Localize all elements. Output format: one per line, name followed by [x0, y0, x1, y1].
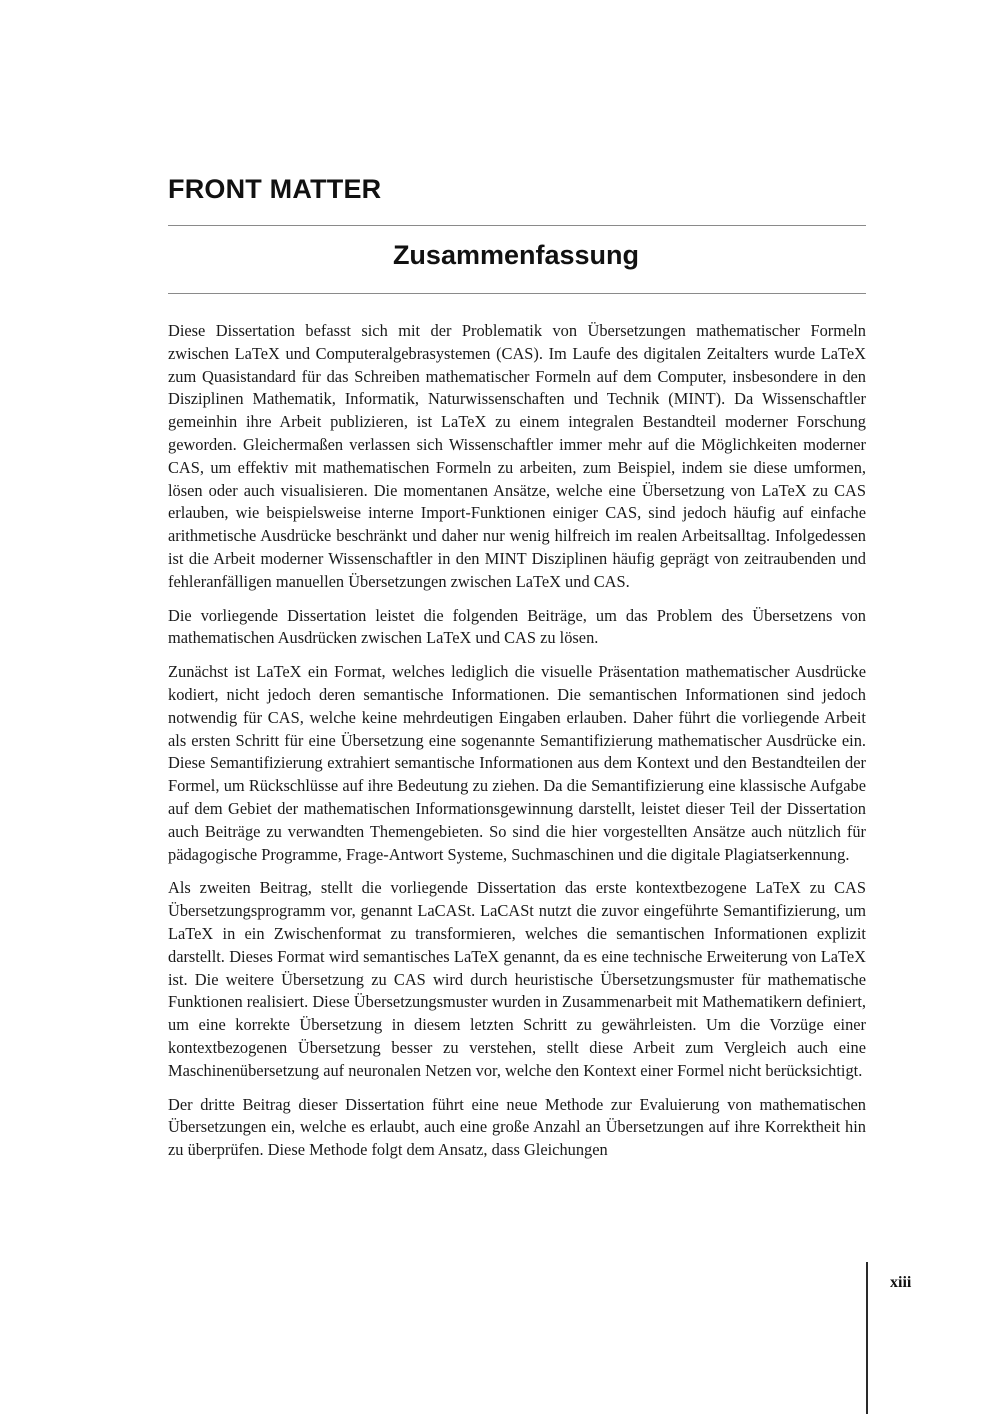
section-heading: FRONT MATTER	[168, 174, 382, 204]
paragraph: Der dritte Beitrag dieser Dissertation führt eine neue Methode zur Evaluierung von mathematischen Übersetzungen ein, welche es erlaubt, auch eine große Anzahl an Übersetzungen auf ihre Korrektheit hin zu überprüfen. Diese Methode folgt dem Ansatz, dass Gleichungen	[168, 1094, 866, 1160]
margin-bar	[866, 1262, 868, 1414]
paragraph: Diese Dissertation befasst sich mit der Problematik von Übersetzungen mathematischer Formeln zwischen LaTeX und Computeralgebrasystemen (CAS). Im Laufe des digitalen Zeitalters wurde LaTeX zum Quasistandard für das Schreiben mathematischer Formeln auf dem Computer, insbesondere in den Disziplinen Mathematik, Informatik, Naturwissenschaften und Technik (MINT). Da Wissenschaftler gemeinhin ihre Arbeit publizieren, ist LaTeX zu einem integralen Bestandteil moderner Forschung geworden. Gleichermaßen verlassen sich Wissenschaftler immer mehr auf die Möglichkeiten moderner CAS, um effektiv mit mathematischen Formeln zu arbeiten, zum Beispiel, indem sie diese umformen, lösen oder auch visualisieren. Die momentanen Ansätze, welche eine Übersetzung von LaTeX zu CAS erlauben, wie beispielsweise interne Import-Funktionen einiger CAS, sind jedoch häufig auf einfache arithmetische Ausdrücke beschränkt und daher nur wenig hilfreich im realen Arbeitsalltag. Infolgedessen ist die Arbeit moderner Wissenschaftler in den MINT Disziplinen häufig geprägt von zeitraubenden und fehleranfälligen manuellen Übersetzungen zwischen LaTeX und CAS.	[168, 321, 866, 591]
paragraph: Als zweiten Beitrag, stellt die vorliegende Dissertation das erste kontextbezogene LaTeX zu CAS Übersetzungsprogramm vor, genannt LaCASt. LaCASt nutzt die zuvor eingeführte Semantifizierung, um LaTeX in ein Zwischenformat zu transformieren, welches die semantischen Informationen explizit darstellt. Dieses Format wird semantisches LaTeX genannt, da es eine technische Erweiterung von LaTeX ist. Die weitere Übersetzung zu CAS wird durch heuristische Übersetzungsmuster für mathematische Funktionen realisiert. Diese Übersetzungsmuster wurden in Zusammenarbeit mit Mathematikern definiert, um eine korrekte Übersetzung in diesem letzten Schritt zu gewährleisten. Um die Vorzüge einer kontextbezogenen Übersetzung besser zu verstehen, stellt diese Arbeit zum Vergleich auch eine Maschinenübersetzung auf neuronalen Netzen vor, welche den Kontext einer Formel nicht berücksichtigt.	[168, 878, 866, 1080]
top-rule	[168, 225, 866, 226]
paragraph: Die vorliegende Dissertation leistet die folgenden Beiträge, um das Problem des Übersetzens von mathematischen Ausdrücken zwischen LaTeX und CAS zu lösen.	[168, 605, 866, 648]
bottom-rule	[168, 293, 866, 294]
paragraph: Zunächst ist LaTeX ein Format, welches lediglich die visuelle Präsentation mathematischer Ausdrücke kodiert, nicht jedoch deren semantische Informationen. Die semantischen Informationen sind jedoch notwendig für CAS, welche keine mehrdeutigen Eingaben erlauben. Daher führt die vorliegende Arbeit als ersten Schritt für eine Übersetzung eine sogenannte Semantifizierung mathematischer Ausdrücke ein. Diese Semantifizierung extrahiert semantische Informationen aus dem Kontext und den Bestandteilen der Formel, um Rückschlüsse auf ihre Bedeutung zu ziehen. Da die Semantifizierung eine klassische Aufgabe auf dem Gebiet der mathematischen Informationsgewinnung darstellt, leistet dieser Teil der Dissertation auch Beiträge zu verwandten Themengebieten. So sind die hier vorgestellten Ansätze auch nützlich für pädagogische Programme, Frage-Antwort Systeme, Suchmaschinen und die digitale Plagiatserkennung.	[168, 662, 866, 864]
page-number: xiii	[890, 1274, 912, 1291]
abstract-body	[168, 320, 866, 1173]
chapter-title: Zusammenfassung	[392, 240, 639, 270]
